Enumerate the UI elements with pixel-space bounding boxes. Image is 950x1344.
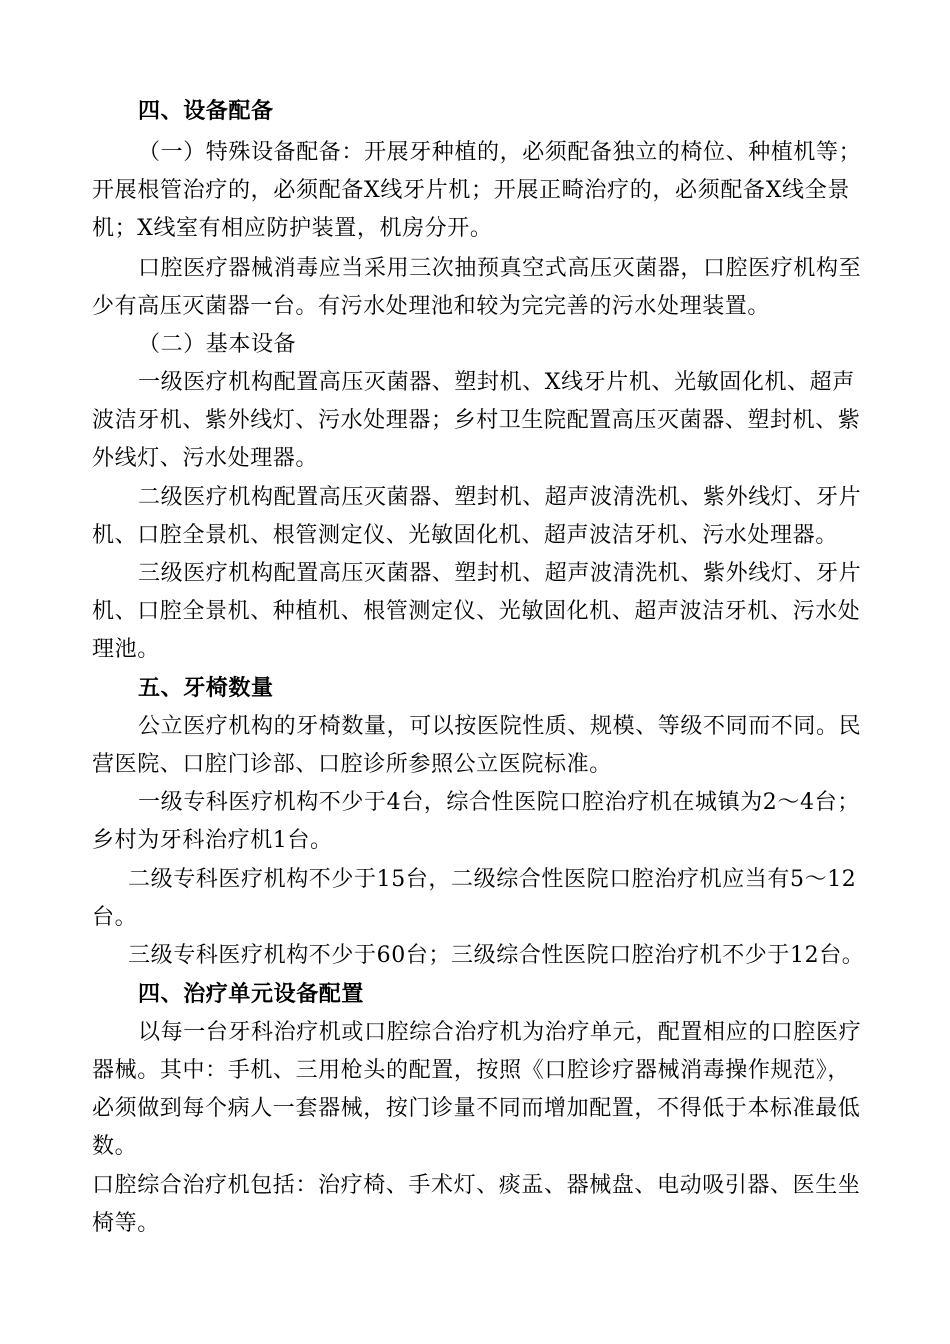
paragraph-line: 椅等。 <box>92 1211 160 1236</box>
paragraph-line: 一级专科医疗机构不少于4台，综合性医院口腔治疗机在城镇为2～4台； <box>138 790 860 815</box>
paragraph-line: 机、口腔全景机、种植机、根管测定仪、光敏固化机、超声波洁牙机、污水处 <box>92 599 861 624</box>
paragraph-line: 少有高压灭菌器一台。有污水处理池和较为完完善的污水处理装置。 <box>92 294 771 319</box>
paragraph-line: 二级专科医疗机构不少于15台，二级综合性医院口腔治疗机应当有5～12 <box>128 867 857 892</box>
paragraph-line: 机、口腔全景机、根管测定仪、光敏固化机、超声波洁牙机、污水处理器。 <box>92 523 838 548</box>
paragraph-line: 理池。 <box>92 637 160 662</box>
paragraph-line: 三级专科医疗机构不少于60台；三级综合性医院口腔治疗机不少于12台。 <box>128 943 865 968</box>
paragraph-line: 二级医疗机构配置高压灭菌器、塑封机、超声波清洗机、紫外线灯、牙片 <box>138 485 862 510</box>
paragraph-line: 一级医疗机构配置高压灭菌器、塑封机、X线牙片机、光敏固化机、超声 <box>138 370 855 395</box>
subsection-heading-basic: （二）基本设备 <box>138 332 297 357</box>
paragraph-line: 以每一台牙科治疗机或口腔综合治疗机为治疗单元，配置相应的口腔医疗 <box>138 1020 862 1045</box>
section-heading-treatment-unit: 四、治疗单元设备配置 <box>138 982 365 1007</box>
paragraph-line: 数。 <box>92 1134 138 1159</box>
paragraph-line: 乡村为牙科治疗机1台。 <box>92 828 333 853</box>
paragraph-line: 机；X线室有相应防护装置，机房分开。 <box>92 216 493 241</box>
paragraph-line: 台。 <box>92 905 138 930</box>
paragraph-line: 器械。其中：手机、三用枪头的配置，按照《口腔诊疗器械消毒操作规范》， <box>92 1058 850 1083</box>
section-heading-chairs: 五、牙椅数量 <box>138 676 274 701</box>
paragraph-line: 公立医疗机构的牙椅数量，可以按医院性质、规模、等级不同而不同。民 <box>138 714 862 739</box>
section-heading-equipment: 四、设备配备 <box>138 99 274 124</box>
paragraph-line: 营医院、口腔门诊部、口腔诊所参照公立医院标准。 <box>92 752 612 777</box>
paragraph-line: 波洁牙机、紫外线灯、污水处理器；乡村卫生院配置高压灭菌器、塑封机、紫 <box>92 408 861 433</box>
paragraph-line: 口腔综合治疗机包括：治疗椅、手术灯、痰盂、器械盘、电动吸引器、医生坐 <box>92 1173 861 1198</box>
paragraph-line: 必须做到每个病人一套器械，按门诊量不同而增加配置，不得低于本标准最低 <box>92 1096 861 1121</box>
paragraph-line: 开展根管治疗的，必须配备X线牙片机；开展正畸治疗的，必须配备X线全景 <box>92 178 850 203</box>
paragraph-line: 三级医疗机构配置高压灭菌器、塑封机、超声波清洗机、紫外线灯、牙片 <box>138 561 862 586</box>
paragraph-line: （一）特殊设备配备：开展牙种植的，必须配备独立的椅位、种植机等； <box>138 140 862 165</box>
paragraph-line: 口腔医疗器械消毒应当采用三次抽预真空式高压灭菌器，口腔医疗机构至 <box>138 256 862 281</box>
paragraph-line: 外线灯、污水处理器。 <box>92 446 319 471</box>
